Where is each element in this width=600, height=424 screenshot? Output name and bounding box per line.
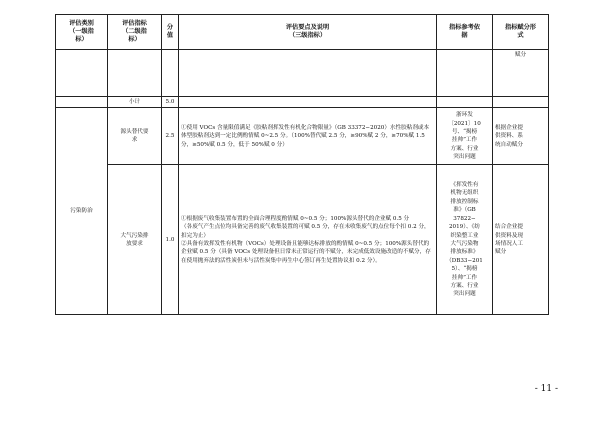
table-row-continuation bbox=[56, 50, 549, 97]
subtotal-score: 5.0 bbox=[162, 97, 179, 108]
cell-empty bbox=[179, 97, 437, 108]
score-source-substitution: 2.5 bbox=[162, 108, 179, 165]
category-cell: 污染防治 bbox=[56, 108, 108, 315]
table-row-air-emission bbox=[56, 165, 549, 315]
header-secondary-indicator: 评估指标 （二级指 标） bbox=[108, 15, 162, 50]
indicator-source-substitution: 源头替代要 求 bbox=[108, 108, 162, 165]
requirement-item: ②具备有效挥发性有机物（VOCs）处理设备且能够达标排放的酌情赋 0~0.5 分；100%源头替代的企业赋 0.5 分（具备 VOCs 处理设备但日常未正常运行的不赋分，未完成低效设施改造的不赋分，存在使用抛弃法的活性炭但未与活性炭集中再生中心签订再生处置协议扣 0.2 分）。 bbox=[181, 240, 431, 264]
requirements-air-emission bbox=[179, 165, 437, 315]
header-primary-category: 评估类别 （一级指 标） bbox=[56, 15, 108, 50]
evaluation-table bbox=[55, 14, 549, 315]
requirements-source-substitution bbox=[179, 108, 437, 165]
cell-empty bbox=[56, 97, 108, 108]
requirement-item: ①使用 VOCs 含量限值满足《胶粘剂挥发性有机化合物限量》（GB 33372−2020）水性胶粘剂或本体型胶粘剂达到一定比例酌情赋 0~2.5 分。（100%替代赋 2.5 分，≥90%赋 2 分，≥70%赋 1.5 分，≥50%赋 0.5 分，低于 50%赋 0 分） bbox=[181, 124, 430, 148]
score-air-emission: 1.0 bbox=[162, 165, 179, 315]
table-row-subtotal bbox=[56, 97, 549, 108]
table-header-row bbox=[56, 15, 549, 50]
cell-empty bbox=[108, 50, 162, 97]
basis-air-emission: 《挥发性有 机物无组织 排放控制标 准》（GB 37822− 2019）、《纺 织染整工业 大气污染物 排放标准》 （DB33−201 5）、“揭榜 挂帅”工作 方案、行业 突出问题 bbox=[437, 165, 493, 315]
cell-empty bbox=[179, 50, 437, 97]
cell-empty bbox=[56, 50, 108, 97]
subtotal-label: 小计 bbox=[108, 97, 162, 108]
header-score: 分 值 bbox=[162, 15, 179, 50]
cell-empty bbox=[437, 97, 493, 108]
basis-source-substitution: 浙环发 〔2021〕10 号、“揭榜 挂帅”工作 方案、行业 突出问题 bbox=[437, 108, 493, 165]
page-number: - 11 - bbox=[534, 384, 558, 394]
indicator-air-emission: 大气污染排 放要求 bbox=[108, 165, 162, 315]
table-row-source-substitution bbox=[56, 108, 549, 165]
cell-method-continuation bbox=[493, 50, 549, 97]
cell-empty bbox=[162, 50, 179, 97]
header-evaluation-points: 评估要点及说明 （三级指标） bbox=[179, 15, 437, 50]
requirement-item: （各废气产生点位均具备完善的废气收集装置的可赋 0.5 分，存在未收集废气的点位每个扣 0.2 分，扣完为止） bbox=[181, 224, 430, 239]
requirement-item: ①根据废气收集装置布置的全面合理程度酌情赋 0~0.5 分；100%源头替代的企业赋 0.5 分 bbox=[181, 215, 410, 222]
method-text: 赋分 bbox=[514, 52, 527, 58]
header-scoring-method: 指标赋分形 式 bbox=[493, 15, 549, 50]
method-air-emission: 结合企业提 供资料及现 场情况人工 赋分 bbox=[493, 165, 549, 315]
method-source-substitution: 根据企业提 供资料、系 统自动赋分 bbox=[493, 108, 549, 165]
cell-empty bbox=[493, 97, 549, 108]
cell-empty bbox=[437, 50, 493, 97]
header-reference-basis: 指标参考依 据 bbox=[437, 15, 493, 50]
